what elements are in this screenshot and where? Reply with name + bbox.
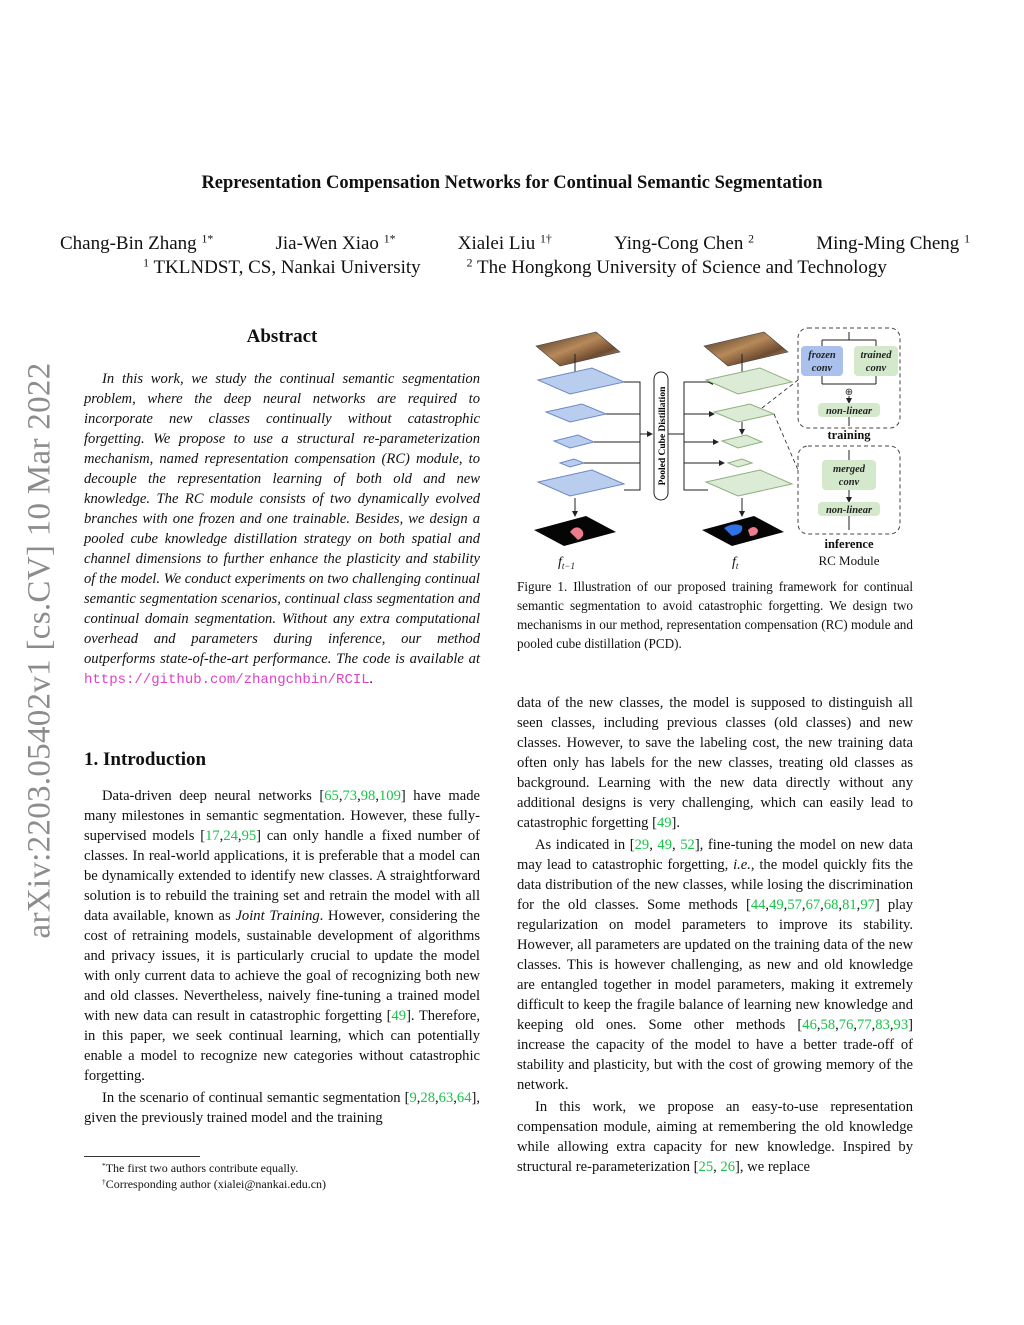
citation[interactable]: 49 <box>657 837 672 853</box>
citation[interactable]: 81 <box>842 897 857 913</box>
frozen-label: frozen <box>808 350 836 361</box>
citation[interactable]: 64 <box>456 1090 472 1106</box>
citation[interactable]: 76 <box>838 1017 854 1033</box>
trained-label: trained <box>860 350 892 361</box>
new-layer-5 <box>706 470 792 496</box>
citation[interactable]: 109 <box>379 788 401 804</box>
new-model-label: $f_t$ <box>732 555 739 571</box>
trained-conv-label: conv <box>865 363 887 374</box>
abstract-body: In this work, we study the continual semantic segmentation problem, where the deep neural networks are required to incorporate new classes continually without catastrophic forgetting. We propose to use a structural re-parameterization mechanism, named representation compensation (RC) module, to decouple the representation learning of both old and new knowledge. The RC module consists of two dynamically evolved branches with one frozen and one trainable. Besides, we design a pooled cube knowledge distillation strategy on both spatial and channel dimensions to further enhance the plasticity and stability of the model. We conduct experiments on two challenging continual semantic segmentation scenarios, continual class segmentation and continual domain segmentation. Without any extra computational overhead and parameters during inference, our method outperforms state-of-the-art performance. The code is available at https://github.com/zhangchbin/RCIL. <box>84 371 480 688</box>
old-layer-1 <box>538 368 624 394</box>
new-layer-3 <box>722 435 762 448</box>
author: Ying-Cong Chen $^2$ <box>614 232 755 254</box>
citation[interactable]: 95 <box>241 828 257 844</box>
citation[interactable]: 57 <box>787 897 802 913</box>
citation[interactable]: 28 <box>420 1090 435 1106</box>
citation[interactable]: 63 <box>438 1090 454 1106</box>
footnote-rule <box>84 1156 200 1157</box>
new-model-column <box>702 332 792 546</box>
old-layer-5 <box>538 470 624 496</box>
paper-title: Representation Compensation Networks for Continual Semantic Segmentation <box>201 173 823 193</box>
citation[interactable]: 26 <box>720 1159 735 1175</box>
merged-conv-label: conv <box>838 477 860 488</box>
citation[interactable]: 49 <box>656 815 672 831</box>
paragraph: As indicated in [29, 49, 52], fine-tuning the model on new data may lead to catastrophic forgetting, i.e., the model quickly fits the data distribution of the new classes, while losing the discrimination for the old classes. Some methods [44,49,57,67,68,81,97] play regularization on model parameters to improve its stability. However, all parameters are updated on the training data of the new classes. This is however challenging, as new and old knowledge are entangled together in model parameters, making it extremely difficult to keep the fragile balance of learning new knowledge and keeping old ones. Some other methods [46,58,76,77,83,93] increase the capacity of the model to have a better trade-off of stability and plasticity, but with the cost of growing memory of the network. <box>517 837 914 1093</box>
nonlinear-label: non-linear <box>825 406 873 417</box>
author-list <box>60 233 970 255</box>
author: Jia-Wen Xiao $^{1*}$ <box>275 232 396 254</box>
left-column-text <box>84 786 480 1130</box>
citation[interactable]: 17 <box>205 828 220 844</box>
footnote: *The first two authors contribute equally. <box>102 1160 299 1175</box>
citation[interactable]: 46 <box>802 1017 817 1033</box>
citation[interactable]: 65 <box>324 788 339 804</box>
inference-label: inference <box>824 537 874 551</box>
paragraph: In this work, we propose an easy-to-use representation compensation module, aiming at remembering the old knowledge while allowing extra capacity for new knowledge. Inspired by structural re-parameterization [25, 26], we replace <box>517 1099 913 1175</box>
right-column-text <box>517 693 913 1179</box>
author: Chang-Bin Zhang $^{1*}$ <box>60 232 214 254</box>
affiliation: $^1$ TKLNDST, CS, Nankai University <box>143 256 421 278</box>
input-image <box>704 332 788 366</box>
author: Xialei Liu $^{1\dagger}$ <box>457 232 552 254</box>
footnotes <box>84 1160 326 1192</box>
citation[interactable]: 52 <box>680 837 695 853</box>
abstract-heading: Abstract <box>246 326 318 347</box>
citation[interactable]: 68 <box>823 897 839 913</box>
training-label: training <box>827 428 871 442</box>
citation[interactable]: 98 <box>360 788 376 804</box>
affiliation: $^2$ The Hongkong University of Science and Technology <box>466 256 887 278</box>
new-layer-1 <box>706 368 792 394</box>
figure-caption: Figure 1. Illustration of our proposed training framework for continual semantic segmentation to avoid catastrophic forgetting. We design two mechanisms in our method, representation compensation (RC) module and pooled cube distillation (PCD). <box>517 579 913 651</box>
citation[interactable]: 24 <box>223 828 238 844</box>
code-link[interactable]: https://github.com/zhangchbin/RCIL <box>84 672 370 688</box>
citation[interactable]: 77 <box>857 1017 872 1033</box>
old-layer-3 <box>554 435 594 448</box>
new-layer-4 <box>728 459 752 467</box>
paragraph: In the scenario of continual semantic segmentation [9,28,63,64], given the previously trained model and the training <box>84 1090 480 1126</box>
footnote: †Corresponding author (xialei@nankai.edu.cn) <box>102 1176 327 1191</box>
paragraph: data of the new classes, the model is supposed to distinguish all seen classes, including previous classes (old classes) and new classes. However, to save the labeling cost, the new training data often only has labels for the new classes, treating old classes as background. Learning with the new data directly without any additional designs is very challenging, which can easily lead to catastrophic forgetting [49]. <box>517 695 913 831</box>
merged-label: merged <box>832 464 866 475</box>
figure-1 <box>520 322 924 572</box>
new-output-mask <box>702 516 784 546</box>
old-layer-2 <box>546 404 606 422</box>
input-image <box>536 332 620 366</box>
pcd-label: Pooled Cube Distillation <box>658 386 668 486</box>
citation[interactable]: 97 <box>860 897 875 913</box>
citation[interactable]: 25 <box>698 1159 714 1175</box>
arxiv-stamp: arXiv:2203.05402v1 [cs.CV] 10 Mar 2022 <box>21 362 58 938</box>
citation[interactable]: 9 <box>409 1090 417 1106</box>
old-model-label: $f_{t-1}$ <box>558 555 575 571</box>
rc-module <box>798 328 900 568</box>
nonlinear-label: non-linear <box>825 505 873 516</box>
citation[interactable]: 67 <box>805 897 821 913</box>
author: Ming-Ming Cheng $^1$ <box>816 232 970 254</box>
section-heading-introduction: 1. Introduction <box>84 749 207 770</box>
affiliation-list <box>60 257 970 279</box>
sum-symbol: ⊕ <box>844 387 854 398</box>
old-layer-4 <box>560 459 584 467</box>
citation[interactable]: 93 <box>893 1017 909 1033</box>
old-model-column <box>534 332 624 546</box>
citation[interactable]: 83 <box>875 1017 890 1033</box>
citation[interactable]: 44 <box>750 897 766 913</box>
citation[interactable]: 29 <box>634 837 650 853</box>
frozen-conv-label: conv <box>811 363 833 374</box>
framework-diagram <box>520 322 924 572</box>
new-layer-2 <box>714 404 774 422</box>
citation[interactable]: 73 <box>342 788 358 804</box>
citation[interactable]: 58 <box>820 1017 836 1033</box>
citation[interactable]: 49 <box>391 1008 407 1024</box>
citation[interactable]: 49 <box>769 897 784 913</box>
paragraph: Data-driven deep neural networks [65,73,98,109] have made many milestones in semantic segmentation. However, these fully-supervised models [17,24,95] can only handle a fixed number of classes. In real-world applications, it is preferable that a model can be dynamically extended to identify new classes. A straightforward solution is to rebuild the training set and retrain the model with all data available, known as Joint Training. However, considering the cost of retraining models, sustainable development of algorithms and privacy issues, it is particularly crucial to update the model with only current data to achieve the goal of recognizing both new and old classes. Nevertheless, naively fine-tuning a trained model with new data can result in catastrophic forgetting [49]. Therefore, in this paper, we seek continual learning, which can potentially enable a model to recognize new categories without catastrophic forgetting. <box>84 788 481 1084</box>
rc-module-label: RC Module <box>818 553 880 568</box>
new-connectors <box>668 382 724 490</box>
